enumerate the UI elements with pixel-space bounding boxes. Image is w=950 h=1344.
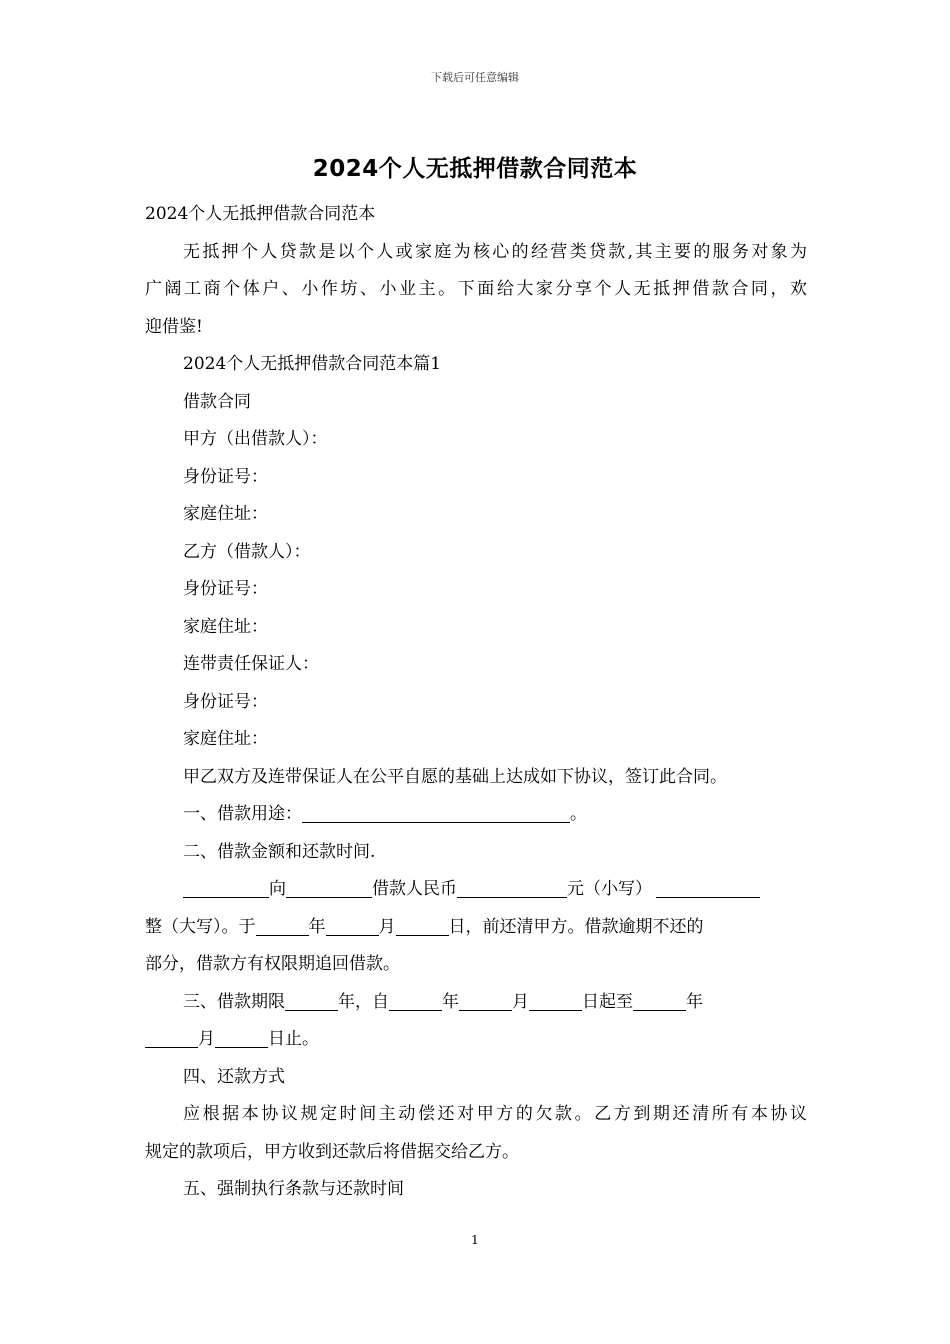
repay-day-blank xyxy=(396,913,449,936)
clause-4-title: 四、还款方式 xyxy=(183,1066,285,1087)
amount-lowercase-blank xyxy=(457,875,567,898)
section-title: 2024个人无抵押借款合同范本篇1 xyxy=(183,354,442,374)
party-a-label: 甲方（出借款人）： xyxy=(183,429,328,449)
party-b-id-label: 身份证号： xyxy=(183,579,268,599)
start-day-blank xyxy=(529,988,582,1011)
clause-3-text-year: 年 xyxy=(442,991,459,1012)
document-title: 2024个人无抵押借款合同范本 xyxy=(312,156,638,182)
end-day-blank xyxy=(215,1025,268,1048)
guarantor-address-label: 家庭住址： xyxy=(183,729,268,749)
guarantor-label: 连带责任保证人： xyxy=(183,654,319,674)
party-a-id-label: 身份证号： xyxy=(183,466,268,487)
clause-3-text-month: 月 xyxy=(512,991,529,1012)
repay-year-blank xyxy=(256,913,309,936)
clause-2-line-2 xyxy=(145,909,807,947)
loan-purpose-blank xyxy=(302,800,570,823)
clause-2-text-rmb: 借款人民币 xyxy=(372,879,457,899)
document-body xyxy=(145,196,807,1209)
contract-name: 借款合同 xyxy=(183,391,251,412)
clause-5-title: 五、强制执行条款与还款时间 xyxy=(183,1179,404,1199)
intro-line-3: 迎借鉴! xyxy=(145,316,203,337)
page-number: 1 xyxy=(471,1233,479,1247)
party-b-label: 乙方（借款人）： xyxy=(183,541,311,562)
subtitle: 2024个人无抵押借款合同范本 xyxy=(145,204,376,224)
clause-4-line-2: 规定的款项后，甲方收到还款后将借据交给乙方。 xyxy=(145,1141,519,1162)
clause-2-text-year: 年 xyxy=(308,916,326,937)
clause-1 xyxy=(145,796,807,834)
intro-line-1: 无抵押个人贷款是以个人或家庭为核心的经营类贷款,其主要的服务对象为 xyxy=(183,241,807,262)
clause-4-line-1: 应根据本协议规定时间主动偿还对甲方的欠款。乙方到期还清所有本协议 xyxy=(183,1104,807,1124)
clause-3-title: 三、借款期限 xyxy=(183,991,285,1012)
clause-3-text-end-month: 月 xyxy=(198,1029,215,1049)
clause-3-text-end-day: 日止。 xyxy=(268,1029,319,1049)
clause-1-end: 。 xyxy=(570,804,587,824)
agreement-statement: 甲乙双方及连带保证人在公平自愿的基础上达成如下协议，签订此合同。 xyxy=(183,766,727,787)
clause-3-text-from: 年，自 xyxy=(338,991,389,1012)
start-year-blank xyxy=(389,988,442,1011)
clause-3-text-end-year: 年 xyxy=(686,991,703,1012)
guarantor-id-label: 身份证号： xyxy=(183,691,268,712)
clause-2-text-month: 月 xyxy=(378,916,396,937)
party-b-address-label: 家庭住址： xyxy=(183,616,268,637)
clause-3-line-2 xyxy=(145,1021,807,1059)
clause-1-label: 一、借款用途： xyxy=(183,804,302,824)
clause-2-title: 二、借款金额和还款时间. xyxy=(183,841,376,862)
end-month-blank xyxy=(145,1025,198,1048)
clause-2-text-lowercase: 元（小写） xyxy=(567,879,652,899)
clause-3-text-until: 日起至 xyxy=(582,991,633,1012)
page-header-note: 下载后可任意编辑 xyxy=(431,71,519,84)
start-month-blank xyxy=(459,988,512,1011)
repay-month-blank xyxy=(326,913,379,936)
party-a-address-label: 家庭住址： xyxy=(183,504,268,524)
clause-2-text-uppercase: 整（大写）。于 xyxy=(145,916,256,937)
term-years-blank xyxy=(285,988,338,1011)
clause-2-text-day: 日，前还清甲方。借款逾期不还的 xyxy=(448,916,704,937)
clause-2-text-to: 向 xyxy=(269,879,286,899)
amount-uppercase-blank xyxy=(656,875,760,898)
borrower-name-blank xyxy=(286,875,372,898)
end-year-blank xyxy=(633,988,686,1011)
lender-name-blank xyxy=(183,875,269,898)
clause-2-line-3: 部分，借款方有权限期追回借款。 xyxy=(145,954,400,974)
clause-2-line-1 xyxy=(145,871,807,909)
intro-line-2: 广阔工商个体户、小作坊、小业主。下面给大家分享个人无抵押借款合同，欢 xyxy=(145,279,807,299)
clause-3-line-1 xyxy=(145,984,807,1022)
